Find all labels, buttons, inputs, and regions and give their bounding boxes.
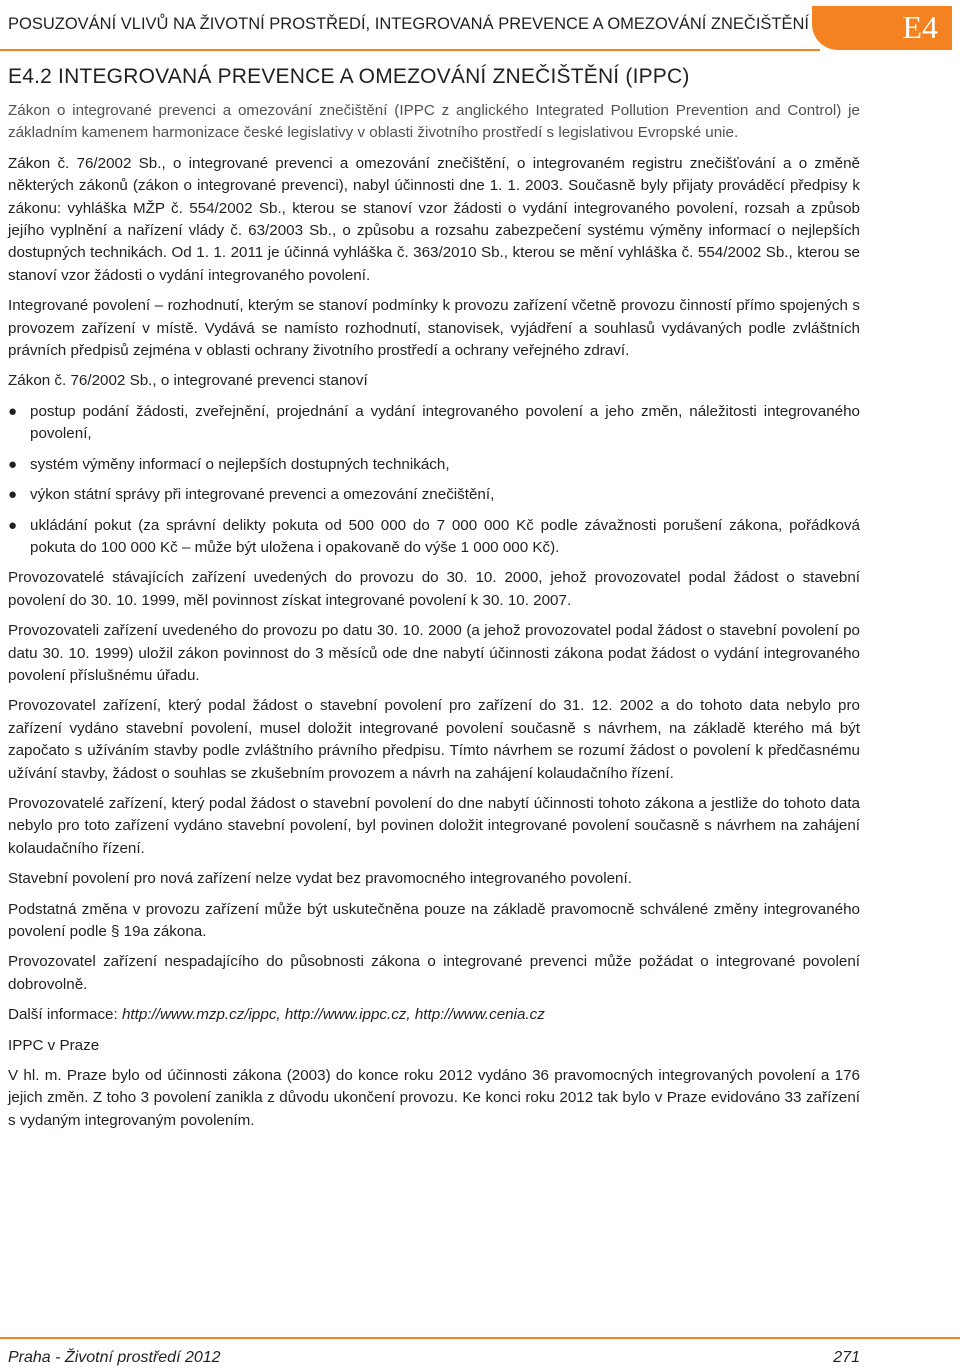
list-item-text: systém výměny informací o nejlepších dostupných technikách,: [30, 455, 450, 473]
list-item-text: výkon státní správy při integrované prevenci a omezování znečištění,: [30, 486, 495, 504]
no-building-permit-paragraph: Stavební povolení pro nová zařízení nelze vydat bez pravomocného integrovaného povolení.: [8, 870, 632, 888]
main-content: [8, 100, 860, 1140]
applied-before-paragraph: Provozovatel zařízení, který podal žádost o stavební povolení pro zařízení do 31. 12. 2002 a do tohoto data nebylo pro zařízení vydáno stavební povolení, musel doložit integrované povolení současně s návrhem, na základě kterého má být započato s užíváním stavby podle zvláštního právního předpisu. Tímto návrhem se rozumí žádost o povolení k předčasnému užívání stavby, žádost o souhlas se zkušebním provozem a návrh na zahájení kolaudačního řízení.: [8, 697, 860, 782]
substantial-change-paragraph: Podstatná změna v provozu zařízení může být uskutečněna pouze na základě pravomocně schválené změny integrovaného povolení podle § 19a zákona.: [8, 900, 860, 940]
section-heading: E4.2 INTEGROVANÁ PREVENCE A OMEZOVÁNÍ ZNEČIŠTĚNÍ (IPPC): [8, 65, 690, 88]
bullet-icon: ●: [8, 455, 18, 473]
footer-divider: [0, 1337, 960, 1339]
voluntary-permit-paragraph: Provozovatel zařízení nespadajícího do působnosti zákona o integrované prevenci může požádat o integrované povolení dobrovolně.: [8, 953, 860, 993]
more-info-links[interactable]: http://www.mzp.cz/ippc, http://www.ippc.cz, http://www.cenia.cz: [121, 1006, 545, 1024]
law-establishes-heading: Zákon č. 76/2002 Sb., o integrované prevenci stanoví: [8, 372, 368, 390]
list-item: [8, 515, 860, 560]
ippc-prague-paragraph: V hl. m. Praze bylo od účinnosti zákona (2003) do konce roku 2012 vydáno 36 pravomocných integrovaných povolení a 176 jejich změn. Z toho 3 povolení zanikla z důvodu ukončení provozu. Ke konci roku 2012 tak bylo v Praze evidováno 33 zařízení s vydaným integrovaným povolením.: [8, 1067, 860, 1129]
list-item-text: postup podání žádosti, zveřejnění, projednání a vydání integrovaného povolení a jeho změn, náležitosti integrovaného povolení,: [30, 402, 860, 443]
list-item: [8, 484, 860, 506]
intro-paragraph: Zákon o integrované prevenci a omezování znečištění (IPPC z anglického Integrated Pollution Prevention and Control) je základním kamenem harmonizace české legislativy v oblasti životního prostředí s legislativou Evropské unie.: [8, 102, 860, 142]
list-item-text: ukládání pokut (za správní delikty pokuta od 500 000 do 7 000 000 Kč podle závažnosti porušení zákona, pořádková pokuta do 100 000 Kč – může být uložena i opakovaně do výše 1 000 000 Kč).: [30, 516, 860, 556]
bullet-icon: ●: [8, 486, 18, 504]
list-item: [8, 401, 860, 446]
more-info-label: Další informace:: [8, 1006, 122, 1024]
applied-after-paragraph: Provozovatelé zařízení, který podal žádost o stavební povolení do dne nabytí účinnosti tohoto zákona a jestliže do tohoto data nebylo pro toto zařízení vydáno stavební povolení, byl povinen doložit integrované povolení současně s návrhem na zahájení kolaudačního řízení.: [8, 794, 860, 857]
bullet-icon: ●: [8, 402, 18, 420]
header-divider: [0, 49, 820, 51]
footer-publication-title: Praha - Životní prostředí 2012: [8, 1349, 221, 1366]
bullet-icon: ●: [8, 516, 18, 534]
existing-operators-paragraph: Provozovatelé stávajících zařízení uvedených do provozu do 30. 10. 2000, jehož provozovatel podal žádost o stavební povolení do 30. 10. 1999, měl povinnost získat integrované povolení k 30. 10. 2007.: [8, 569, 860, 609]
integrated-permit-paragraph: Integrované povolení – rozhodnutí, kterým se stanoví podmínky k provozu zařízení včetně provozu činností přímo spojených s provozem zařízení v místě. Vydává se namísto rozhodnutí, stanovisek, vyjádření a souhlasů vydávaných podle zvláštních právních předpisů zejména v oblasti ochrany životního prostředí a ochrany veřejného zdraví.: [8, 297, 860, 360]
running-header-title: POSUZOVÁNÍ VLIVŮ NA ŽIVOTNÍ PROSTŘEDÍ, INTEGROVANÁ PREVENCE A OMEZOVÁNÍ ZNEČIŠTĚNÍ: [8, 15, 809, 33]
law-summary-paragraph: Zákon č. 76/2002 Sb., o integrované prevenci a omezování znečištění, o integrovaném registru znečišťování a o změně některých zákonů (zákon o integrované prevenci), nabyl účinnosti dne 1. 1. 2003. Současně byly přijaty prováděcí předpisy k zákonu: vyhláška MŽP č. 554/2002 Sb., kterou se stanoví vzor žádosti o vydání integrovaného povolení, rozsah a způsob jejího vyplnění a nařízení vlády č. 63/2003 Sb., o způsobu a rozsahu zabezpečení systému výměny informací o nejlepších dostupných technikách. Od 1. 1. 2011 je účinná vyhláška č. 363/2010 Sb., kterou se mění vyhláška č. 554/2002 Sb., kterou se stanoví vzor žádosti o vydání integrovaného povolení.: [8, 154, 860, 284]
new-operators-paragraph: Provozovateli zařízení uvedeného do provozu po datu 30. 10. 2000 (a jehož provozovatel podal žádost o stavební povolení po datu 30. 10. 1999) uložil zákon povinnost do 3 měsíců ode dne nabytí účinnosti zákona podat žádost o vydání integrovaného povolení příslušnému úřadu.: [8, 622, 860, 684]
law-scope-list: [8, 401, 860, 559]
footer-page-number: 271: [833, 1349, 860, 1366]
chapter-badge: [812, 6, 952, 50]
more-info-paragraph: [8, 1004, 860, 1026]
ippc-prague-heading: IPPC v Praze: [8, 1036, 100, 1054]
chapter-badge-label: E4: [902, 9, 938, 45]
list-item: [8, 454, 860, 476]
page-header: [0, 0, 960, 50]
